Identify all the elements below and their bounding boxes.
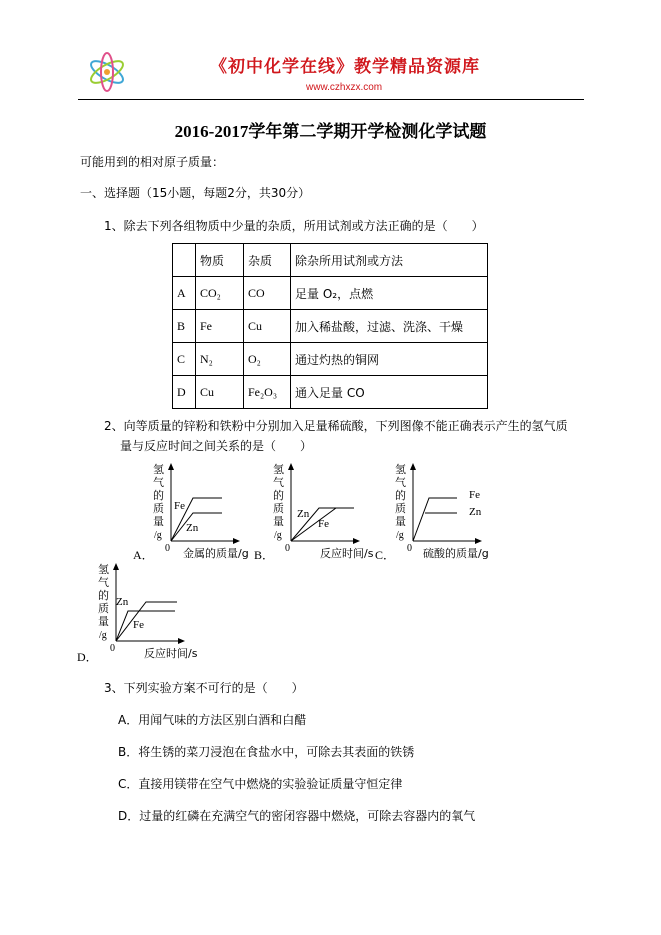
graph-option-d: D． — [77, 650, 98, 664]
section-heading: 一、选择题（15小题，每题2分，共30分） — [80, 186, 311, 200]
table-header-cell — [173, 244, 196, 277]
question-1-stem: 1、除去下列各组物质中少量的杂质，所用试剂或方法正确的是（ ） — [104, 219, 484, 233]
table-row — [173, 376, 488, 409]
series-label: Zn — [297, 508, 310, 520]
series-line-zn — [116, 611, 175, 641]
question-2-stem-line2: 量与反应时间之间关系的是（ ） — [120, 439, 313, 453]
x-axis-arrow-icon — [233, 538, 240, 544]
table-row — [173, 277, 488, 310]
option-cell: C — [173, 343, 196, 376]
method-cell: 加入稀盐酸，过滤、洗涤、干燥 — [291, 310, 488, 343]
series-label: Fe — [133, 619, 144, 631]
q3-option-a: A．用闻气味的方法区别白酒和白醋 — [118, 713, 307, 727]
x-axis-arrow-icon — [475, 538, 482, 544]
q3-option-d: D．过量的红磷在充满空气的密闭容器中燃烧，可除去容器内的氧气 — [118, 809, 476, 823]
y-axis-unit: /g — [154, 530, 162, 541]
banner-url: www.czhxzx.com — [306, 82, 383, 93]
q1-table — [172, 243, 488, 409]
table-header-cell: 物质 — [196, 244, 244, 277]
series-label: Fe — [318, 518, 329, 530]
substance-cell: N₂ — [196, 343, 244, 376]
x-axis-arrow-icon — [178, 638, 185, 644]
x-axis-arrow-icon — [353, 538, 360, 544]
option-cell: B — [173, 310, 196, 343]
table-row — [173, 310, 488, 343]
table-header-row — [173, 244, 488, 277]
impurity-cell: Fe₂O₃ — [244, 376, 291, 409]
table-header-cell: 除杂所用试剂或方法 — [291, 244, 488, 277]
series-label: Zn — [469, 506, 482, 518]
origin-label: 0 — [407, 543, 412, 554]
question-3-stem: 3、下列实验方案不可行的是（ ） — [104, 681, 304, 695]
y-axis-unit: /g — [99, 630, 107, 641]
graph-c — [393, 463, 493, 558]
y-axis-arrow-icon — [168, 463, 174, 470]
y-axis-arrow-icon — [410, 463, 416, 470]
header-divider — [78, 99, 584, 100]
graph-d-x-label: 反应时间/s — [144, 647, 198, 660]
y-axis-label: 氢气的质量 — [153, 463, 164, 528]
question-2-stem-line1: 2、向等质量的锌粉和铁粉中分别加入足量稀硫酸，下列图像不能正确表示产生的氢气质 — [104, 419, 568, 433]
origin-label: 0 — [165, 543, 170, 554]
graph-option-c: C． — [375, 548, 396, 562]
page-title: 2016-2017学年第二学期开学检测化学试题 — [174, 122, 487, 141]
option-cell: A — [173, 277, 196, 310]
substance-cell: CO₂ — [196, 277, 244, 310]
table-header-cell: 杂质 — [244, 244, 291, 277]
origin-label: 0 — [285, 543, 290, 554]
y-axis-label: 氢气的质量 — [98, 563, 109, 628]
method-cell: 通过灼热的铜网 — [291, 343, 488, 376]
method-cell: 足量 O₂，点燃 — [291, 277, 488, 310]
substance-cell: Fe — [196, 310, 244, 343]
atom-logo-icon — [86, 50, 128, 95]
y-axis-label: 氢气的质量 — [273, 463, 284, 528]
method-cell: 通入足量 CO — [291, 376, 488, 409]
option-cell: D — [173, 376, 196, 409]
series-label: Zn — [186, 522, 199, 534]
graph-c-x-label: 硫酸的质量/g — [423, 547, 489, 560]
series-line-fe — [413, 498, 457, 541]
series-label: Fe — [174, 500, 185, 512]
origin-label: 0 — [110, 643, 115, 654]
series-label: Fe — [469, 489, 480, 501]
series-label: Zn — [116, 596, 129, 608]
y-axis-unit: /g — [274, 530, 282, 541]
impurity-cell: O₂ — [244, 343, 291, 376]
q3-option-b: B．将生锈的菜刀浸泡在食盐水中，可除去其表面的铁锈 — [118, 745, 415, 759]
graph-a-x-label: 金属的质量/g — [183, 547, 249, 560]
y-axis-arrow-icon — [113, 563, 119, 570]
graph-b — [271, 463, 371, 558]
y-axis-label: 氢气的质量 — [395, 463, 406, 528]
banner-title: 《初中化学在线》教学精品资源库 — [210, 57, 480, 77]
graph-option-a: A． — [133, 548, 154, 562]
atomic-mass-label: 可能用到的相对原子质量： — [80, 155, 225, 169]
q3-option-c: C．直接用镁带在空气中燃烧的实验验证质量守恒定律 — [118, 777, 403, 791]
impurity-cell: CO — [244, 277, 291, 310]
substance-cell: Cu — [196, 376, 244, 409]
impurity-cell: Cu — [244, 310, 291, 343]
y-axis-unit: /g — [396, 530, 404, 541]
y-axis-arrow-icon — [288, 463, 294, 470]
graph-d — [96, 563, 196, 658]
table-row — [173, 343, 488, 376]
graph-b-x-label: 反应时间/s — [320, 547, 374, 560]
graph-a — [151, 463, 251, 558]
graph-option-b: B． — [254, 548, 275, 562]
banner-logo — [86, 50, 128, 95]
